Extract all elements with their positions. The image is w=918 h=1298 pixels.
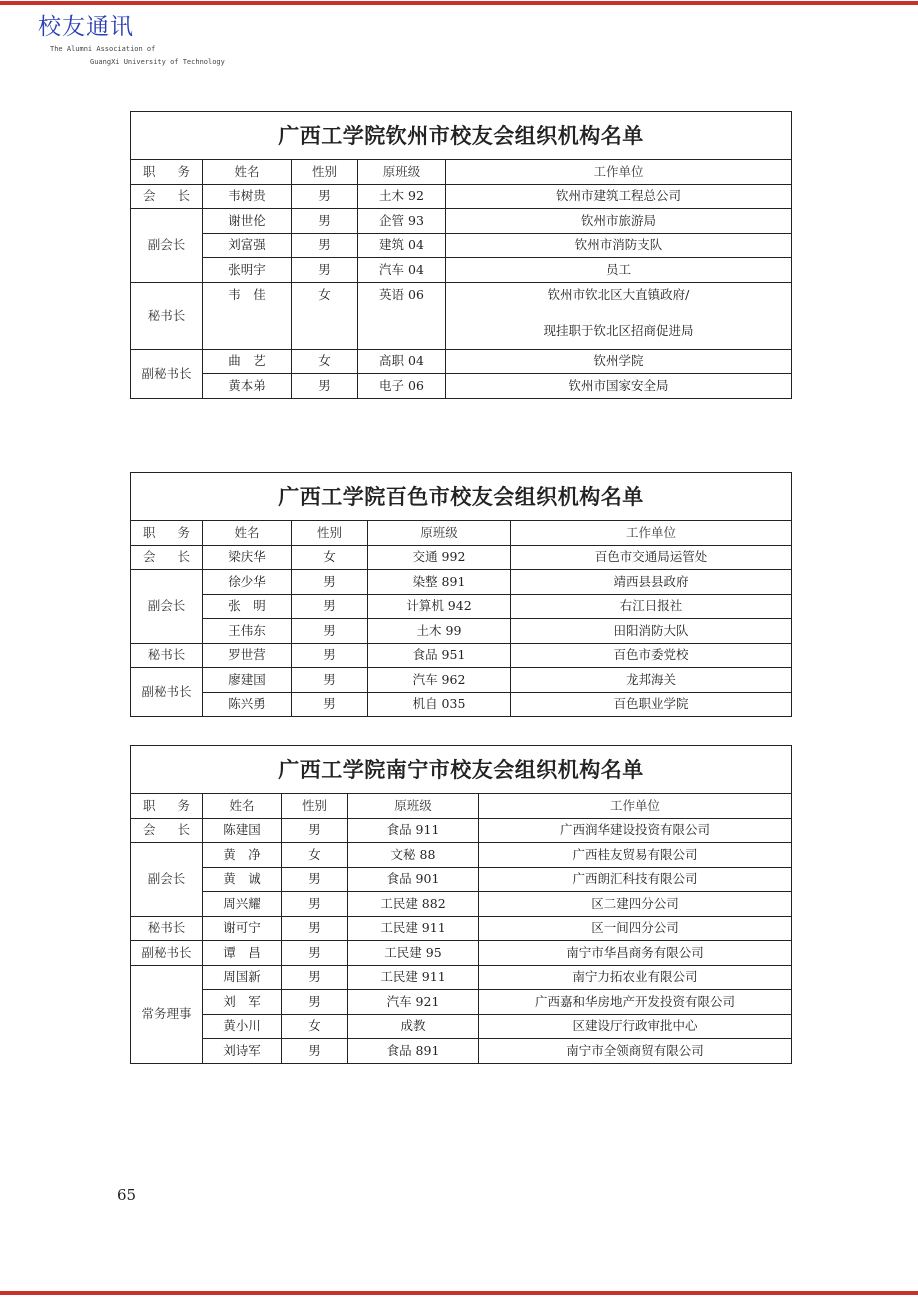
table-row (131, 184, 792, 209)
header-gender: 性别 (282, 794, 348, 819)
work-cell: 钦州市消防支队 (446, 233, 792, 258)
gender-cell: 女 (292, 349, 358, 374)
work-cell: 靖西县县政府 (511, 570, 792, 595)
name-cell: 谢可宁 (203, 916, 282, 941)
gender-cell: 男 (282, 818, 348, 843)
header-class: 原班级 (368, 521, 511, 546)
role-cell: 副会长 (131, 209, 203, 283)
work-cell: 百色市委党校 (511, 643, 792, 668)
header-role: 职 务 (131, 794, 203, 819)
gender-cell: 男 (292, 233, 358, 258)
name-cell: 刘富强 (203, 233, 292, 258)
class-cell: 企管 93 (358, 209, 446, 234)
gender-cell: 男 (282, 1039, 348, 1064)
table-row (131, 349, 792, 374)
header-class: 原班级 (348, 794, 479, 819)
name-cell: 谭 昌 (203, 941, 282, 966)
work-cell: 南宁力拓农业有限公司 (479, 965, 792, 990)
gender-cell: 男 (292, 184, 358, 209)
table-row (131, 867, 792, 892)
header-name: 姓名 (203, 794, 282, 819)
table-row (131, 619, 792, 644)
gender-cell: 男 (282, 941, 348, 966)
table-row (131, 374, 792, 399)
qinzhou-org-table (130, 111, 792, 399)
work-cell (446, 282, 792, 349)
work-line-2: 现挂职于钦北区招商促进局 (543, 322, 694, 338)
class-cell: 高职 04 (358, 349, 446, 374)
header-gender: 性别 (292, 521, 368, 546)
table-title: 广西工学院百色市校友会组织机构名单 (131, 473, 792, 521)
gender-cell: 男 (292, 209, 358, 234)
logo-english-line2: GuangXi University of Technology (90, 58, 225, 66)
gender-cell: 男 (292, 619, 368, 644)
work-cell: 钦州市国家安全局 (446, 374, 792, 399)
logo-chinese-title: 校友通讯 (38, 14, 134, 40)
name-cell: 王伟东 (203, 619, 292, 644)
header-role: 职 务 (131, 160, 203, 185)
role-cell: 副秘书长 (131, 941, 203, 966)
gender-cell: 男 (282, 990, 348, 1015)
class-cell: 食品 901 (348, 867, 479, 892)
class-cell: 汽车 04 (358, 258, 446, 283)
table-row (131, 668, 792, 693)
name-cell: 黄本弟 (203, 374, 292, 399)
gender-cell: 女 (292, 545, 368, 570)
header-name: 姓名 (203, 160, 292, 185)
table-row (131, 643, 792, 668)
name-cell: 谢世伦 (203, 209, 292, 234)
gender-cell: 女 (282, 843, 348, 868)
class-cell: 机自 035 (368, 692, 511, 717)
table-title: 广西工学院钦州市校友会组织机构名单 (131, 112, 792, 160)
table-row (131, 594, 792, 619)
name-cell: 张 明 (203, 594, 292, 619)
header-role: 职 务 (131, 521, 203, 546)
class-cell: 计算机 942 (368, 594, 511, 619)
work-cell: 区二建四分公司 (479, 892, 792, 917)
work-cell: 南宁市全领商贸有限公司 (479, 1039, 792, 1064)
class-cell: 建筑 04 (358, 233, 446, 258)
table-row (131, 818, 792, 843)
role-cell: 秘书长 (131, 282, 203, 349)
name-cell: 刘诗军 (203, 1039, 282, 1064)
gender-cell: 男 (292, 692, 368, 717)
table-row (131, 1039, 792, 1064)
gender-cell: 男 (292, 643, 368, 668)
class-cell: 英语 06 (358, 282, 446, 349)
class-cell: 土木 92 (358, 184, 446, 209)
name-cell: 刘 军 (203, 990, 282, 1015)
name-cell: 廖建国 (203, 668, 292, 693)
role-cell: 秘书长 (131, 643, 203, 668)
role-cell: 会 长 (131, 184, 203, 209)
page-number: 65 (117, 1186, 137, 1204)
table-row (131, 916, 792, 941)
table-header-row (131, 794, 792, 819)
gender-cell: 男 (282, 965, 348, 990)
gender-cell: 男 (282, 867, 348, 892)
work-cell: 广西朗汇科技有限公司 (479, 867, 792, 892)
work-cell: 区一间四分公司 (479, 916, 792, 941)
work-cell: 百色职业学院 (511, 692, 792, 717)
gender-cell: 男 (292, 570, 368, 595)
work-cell: 百色市交通局运管处 (511, 545, 792, 570)
gender-cell: 男 (292, 258, 358, 283)
gender-cell: 男 (292, 374, 358, 399)
logo-english-line1: The Alumni Association of (50, 45, 156, 53)
role-cell: 会 长 (131, 818, 203, 843)
role-cell: 秘书长 (131, 916, 203, 941)
class-cell: 土木 99 (368, 619, 511, 644)
table-row (131, 941, 792, 966)
table-row (131, 233, 792, 258)
name-cell: 韦树贵 (203, 184, 292, 209)
work-cell: 广西润华建设投资有限公司 (479, 818, 792, 843)
role-cell: 副会长 (131, 570, 203, 644)
name-cell: 周国新 (203, 965, 282, 990)
bottom-red-rule (0, 1291, 918, 1295)
class-cell: 文秘 88 (348, 843, 479, 868)
work-cell: 广西桂友贸易有限公司 (479, 843, 792, 868)
header-work: 工作单位 (511, 521, 792, 546)
masthead-logo (38, 14, 225, 67)
header-gender: 性别 (292, 160, 358, 185)
nanning-org-table (130, 745, 792, 1064)
name-cell: 黄 诚 (203, 867, 282, 892)
role-cell: 副秘书长 (131, 349, 203, 398)
name-cell: 罗世营 (203, 643, 292, 668)
name-cell: 张明宇 (203, 258, 292, 283)
class-cell: 电子 06 (358, 374, 446, 399)
header-work: 工作单位 (479, 794, 792, 819)
class-cell: 汽车 962 (368, 668, 511, 693)
work-cell: 田阳消防大队 (511, 619, 792, 644)
work-cell: 区建设厅行政审批中心 (479, 1014, 792, 1039)
name-cell: 韦 佳 (203, 282, 292, 349)
class-cell: 工民建 911 (348, 916, 479, 941)
name-cell: 梁庆华 (203, 545, 292, 570)
baise-org-table (130, 472, 792, 717)
class-cell: 食品 951 (368, 643, 511, 668)
work-cell: 员工 (446, 258, 792, 283)
gender-cell: 男 (282, 892, 348, 917)
work-cell: 南宁市华昌商务有限公司 (479, 941, 792, 966)
name-cell: 陈建国 (203, 818, 282, 843)
gender-cell: 女 (292, 282, 358, 349)
class-cell: 汽车 921 (348, 990, 479, 1015)
table-row (131, 545, 792, 570)
table-row (131, 692, 792, 717)
class-cell: 交通 992 (368, 545, 511, 570)
table-row (131, 1014, 792, 1039)
table-row (131, 892, 792, 917)
header-name: 姓名 (203, 521, 292, 546)
role-cell: 副会长 (131, 843, 203, 917)
name-cell: 徐少华 (203, 570, 292, 595)
class-cell: 食品 891 (348, 1039, 479, 1064)
table-row (131, 209, 792, 234)
table-row (131, 258, 792, 283)
class-cell: 食品 911 (348, 818, 479, 843)
table-row (131, 990, 792, 1015)
work-cell: 钦州学院 (446, 349, 792, 374)
work-cell: 钦州市旅游局 (446, 209, 792, 234)
top-red-rule (0, 1, 918, 5)
class-cell: 工民建 911 (348, 965, 479, 990)
role-cell: 会 长 (131, 545, 203, 570)
class-cell: 工民建 882 (348, 892, 479, 917)
table-title: 广西工学院南宁市校友会组织机构名单 (131, 746, 792, 794)
work-cell: 钦州市建筑工程总公司 (446, 184, 792, 209)
gender-cell: 男 (292, 668, 368, 693)
table-header-row (131, 160, 792, 185)
class-cell: 工民建 95 (348, 941, 479, 966)
name-cell: 黄小川 (203, 1014, 282, 1039)
work-line-1: 钦州市钦北区大直镇政府/ (547, 286, 690, 302)
name-cell: 曲 艺 (203, 349, 292, 374)
gender-cell: 男 (292, 594, 368, 619)
work-cell: 右江日报社 (511, 594, 792, 619)
name-cell: 周兴耀 (203, 892, 282, 917)
table-row (131, 282, 792, 349)
gender-cell: 女 (282, 1014, 348, 1039)
name-cell: 黄 净 (203, 843, 282, 868)
table-header-row (131, 521, 792, 546)
role-cell: 常务理事 (131, 965, 203, 1063)
header-work: 工作单位 (446, 160, 792, 185)
work-cell: 广西嘉和华房地产开发投资有限公司 (479, 990, 792, 1015)
role-cell: 副秘书长 (131, 668, 203, 717)
class-cell: 染整 891 (368, 570, 511, 595)
header-class: 原班级 (358, 160, 446, 185)
name-cell: 陈兴勇 (203, 692, 292, 717)
table-row (131, 965, 792, 990)
work-cell: 龙邦海关 (511, 668, 792, 693)
class-cell: 成教 (348, 1014, 479, 1039)
table-row (131, 843, 792, 868)
gender-cell: 男 (282, 916, 348, 941)
table-row (131, 570, 792, 595)
